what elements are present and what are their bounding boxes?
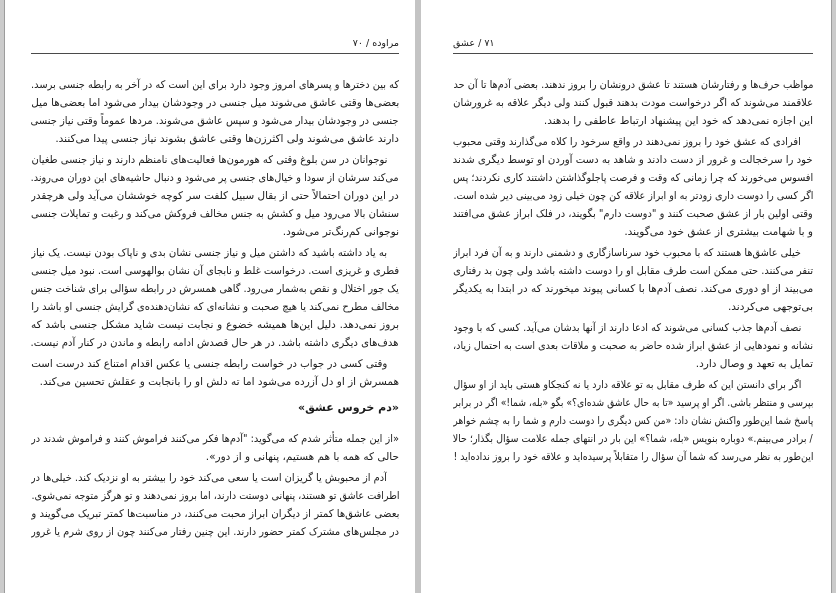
text-line: نوجوانان در سن بلوغ وقتی که هورمون‌ها فعالیت‌های نامنظم دارند و نیاز جنسی طغیان <box>31 154 387 166</box>
text-line: حالی که همه با هم هستیم، پنهانی و از دور». <box>205 451 399 463</box>
text-line: هدف‌های دیگری داشته باشد. در هر حال قصدش ادامه رابطه و ماندن در کنار آدم نیست. <box>31 337 399 349</box>
line-box <box>31 187 399 205</box>
line-box <box>31 205 399 223</box>
text-line: علاقمند می‌شوند که اگر درخواست مودت بدهند قبول کنند ولی دیگر علاقه به غرورشان <box>453 97 813 109</box>
text-line: و با شهامت بیشتری از عشق خود می‌گویند. <box>624 226 813 238</box>
paragraph <box>31 76 399 148</box>
line-box <box>31 223 399 241</box>
line-box <box>453 187 813 205</box>
line-box <box>31 448 399 466</box>
text-line: یک جور اختلال و نقص به‌شمار می‌رود. گاهی همسرش در رابطه سؤالی برای شناخت جنس <box>31 283 399 295</box>
text-line: بی‌توجهی می‌کردند. <box>727 301 813 313</box>
section-heading: «دم خروس عشق» <box>298 401 399 414</box>
text-line: این اجازه نمی‌دهد که خود این پیشنهاد ارتباط عاطفی را بدهند. <box>543 115 813 127</box>
paragraph <box>31 430 399 466</box>
text-line: تنفر می‌کنند. حتی ممکن است طرف مقابل او را دوست داشته باشد ولی چون بد رفتاری <box>453 265 813 277</box>
line-box <box>31 262 399 280</box>
text-line: دارند عاشق می‌شوند ولی اکثرزن‌ها وقتی عاشق بشوند نیاز جنسی پیدا می‌کنند. <box>55 133 399 145</box>
text-line: همسرش از او دل آزرده می‌شود اما ته دلش او را بانجابت و عقلش تحسین می‌کند. <box>39 376 399 388</box>
line-box <box>31 355 387 373</box>
text-line: بپرسی و منتظر باشی. اگر او پرسید «تا به حال عاشق شده‌ای؟» بگو «بله، شما!» اگر در برابر <box>453 397 813 409</box>
paragraph <box>453 319 813 373</box>
text-line: وقتی کسی در جواب در خواست رابطه جنسی یا عکس اقدام امتناع کند درست است <box>31 358 387 370</box>
text-line: افرادی که عشق خود را بروز نمی‌دهند در واقع سرخود را کلاه می‌گذارند وقتی محبوب <box>453 136 801 148</box>
text-line: جنسی در وجودشان بیدار می‌شود و سپس عاشق می‌شوند. مردها عموماً وقتی نیاز جنسی <box>31 115 399 127</box>
line-box <box>453 223 813 241</box>
text-line: تمایل به تعهد و وصال دارد. <box>695 358 813 370</box>
text-line: وقتی اولین بار از عشق صحبت کنند و "دوست دارم" بگویند، در فلک ابراز عشق می‌افتند <box>453 208 813 220</box>
left-page <box>4 0 415 593</box>
line-box <box>31 523 399 541</box>
line-box <box>31 76 399 94</box>
text-line: که بین دخترها و پسرهای امروز وجود دارد برای این است که در آخر به رابطه جنسی برسد. <box>31 79 399 91</box>
line-box <box>31 130 399 148</box>
header-rule <box>453 53 813 54</box>
paragraph <box>453 76 813 130</box>
text-line: «از این جمله متأثر شدم که می‌گوید: "آدم‌ها فکر می‌کنند فراموش کنند و فراموش شدند در <box>31 433 399 445</box>
line-box <box>31 280 399 298</box>
paragraph <box>453 133 813 241</box>
line-box <box>453 169 813 187</box>
paragraph <box>31 244 399 352</box>
paragraph <box>453 376 813 466</box>
text-line: در این دوران احتمالاً حتی از بقال سبیل کلفت سر کوچه خوششان می‌آید ولی هرچقدر <box>31 190 399 202</box>
line-box <box>31 487 399 505</box>
line-box <box>453 298 813 316</box>
text-line: / برادر می‌بینم.» دوباره بنویس «بله، شما؟» این بار در انتهای جمله علامت سؤال بگذار؛ حالا <box>453 433 813 445</box>
right-page <box>421 0 832 593</box>
text-line: بعضی عاشق‌ها کمتر از دیگران ابراز محبت می‌کنند، در مناسبت‌ها کمتر تبریک می‌گویند و <box>31 508 399 520</box>
running-header: ۷۱ / عشق <box>453 38 495 49</box>
text-line: خود را سرخجالت و غرور از دست دادند و شاهد به دست آوردن او توسط دیگری شدند <box>453 154 813 166</box>
text-line: می‌کند سرشان از سودا و خیال‌های جنسی پر می‌شود و دنبال حاشیه‌های این دوران می‌روند. <box>31 172 399 184</box>
line-box <box>31 298 399 316</box>
line-box <box>453 94 813 112</box>
line-box <box>453 337 813 355</box>
line-box <box>31 94 399 112</box>
text-line: این‌طور به نظر می‌رسد که شما آن سؤال را متقابلاً پرسیده‌اید و علاقه خود را بروز نداده‌اید ! <box>453 451 813 463</box>
text-line: بعضی‌ها وقتی عاشق می‌شوند میل جنسی در وجودشان بیدار می‌شود اما بعضی‌ها میل <box>31 97 399 109</box>
text-line: مخالف مطرح نمی‌کند یا هیچ صحبت و نشانه‌ای که نشان‌دهنده‌ی گرایش جنسی او باشد را <box>31 301 399 313</box>
paragraph <box>453 244 813 316</box>
text-line: در مجلس‌های مشترک کمتر حضور دارند. این چنین رفتار می‌کنند چون از روی شرم یا غرور <box>31 526 399 538</box>
line-box <box>31 469 387 487</box>
text-line: نشانه و نمودهایی از عشق ابراز شده حاضر به صحبت و ملاقات بعدی است به احتمال زیاد، <box>453 340 813 352</box>
paragraph <box>31 355 399 391</box>
text-line: مواظب حرف‌ها و رفتارشان هستند تا عشق درونشان را بروز ندهند. بعضی آدم‌ها تا آن حد <box>453 79 813 91</box>
text-line: آدم از محبوبش یا گریزان است یا سعی می‌کند خود را بیشتر به او نزدیک کند. خیلی‌ها در <box>31 472 387 484</box>
line-box <box>453 133 801 151</box>
text-line: نصف آدم‌ها جذب کسانی می‌شوند که ادعا دارند از آنها بدشان می‌آید. کسی که با وجود <box>453 322 801 334</box>
line-box <box>31 505 399 523</box>
text-line: اگر کسی را دوست داری زودتر به او ابراز علاقه کن چون خیلی زود می‌بینی دیر شده است. <box>453 190 813 202</box>
text-line: فطری و غریزی است. درخواست غلط و نابجای آن نشان بوالهوسی است. نبود میل جنسی <box>31 265 399 277</box>
line-box <box>31 373 399 391</box>
line-box <box>453 244 801 262</box>
line-box <box>31 334 399 352</box>
text-line: سنشان بالا می‌رود میل و کشش به جنس مخالف فروکش می‌کند و رغبت و تمایلات جنسی <box>31 208 399 220</box>
text-line: بروز نمی‌دهد. دلیل این‌ها همیشه خضوع و نجابت نیست شاید مشکل جنسی باشد که <box>31 319 399 331</box>
line-box <box>453 376 801 394</box>
text-column <box>31 76 399 541</box>
line-box <box>453 448 813 466</box>
text-line: اگر برای دانستن این که طرف مقابل به تو علاقه دارد یا نه کنجکاو هستی باید از او سؤال <box>453 379 801 391</box>
line-box <box>31 151 387 169</box>
line-box <box>453 412 813 430</box>
text-line: پاسخ شما این‌طور واکنش نشان داد: «من کس دیگری را دوست دارم و شما را به چشم خواهر <box>453 415 813 427</box>
line-box <box>31 430 399 448</box>
text-line: به یاد داشته باشید که داشتن میل و نیاز جنسی نشان بدی و ناپاک بودن نیست. یک نیاز <box>31 247 387 259</box>
text-line: می‌بیند از او دوری می‌کند. نصف آدم‌ها با کسانی پیوند میخورند که در ابتدا به یکدیگر <box>453 283 813 295</box>
line-box <box>453 76 813 94</box>
line-box <box>453 262 813 280</box>
paragraph <box>31 151 399 241</box>
paragraph <box>31 469 399 541</box>
line-box <box>453 430 813 448</box>
line-box <box>453 355 813 373</box>
line-box <box>31 169 399 187</box>
text-line: افسوس می‌خورند که چرا زمانی که وقت و فرصت پاجلوگذاشتن داشتند کاری نکردند؛ پس <box>453 172 813 184</box>
text-line: نوجوانی کم‌رنگ‌تر می‌شود. <box>282 226 399 238</box>
line-box <box>453 319 801 337</box>
text-line: اطرافت عاشق تو هستند، پنهانی دوستت دارند، اما بروز نمی‌دهند و تو هرگز متوجه نمی‌شوی. <box>31 490 399 502</box>
line-box <box>31 316 399 334</box>
line-box <box>453 205 813 223</box>
running-header: مراوده / ۷۰ <box>352 38 399 49</box>
line-box <box>31 112 399 130</box>
text-line: خیلی عاشق‌ها هستند که با محبوب خود سرناسازگاری و دشمنی دارند و به آن فرد ابراز <box>453 247 801 259</box>
line-box <box>453 394 813 412</box>
text-column <box>453 76 813 466</box>
header-rule <box>31 53 399 54</box>
line-box <box>453 151 813 169</box>
line-box <box>453 112 813 130</box>
line-box <box>31 244 387 262</box>
line-box <box>453 280 813 298</box>
